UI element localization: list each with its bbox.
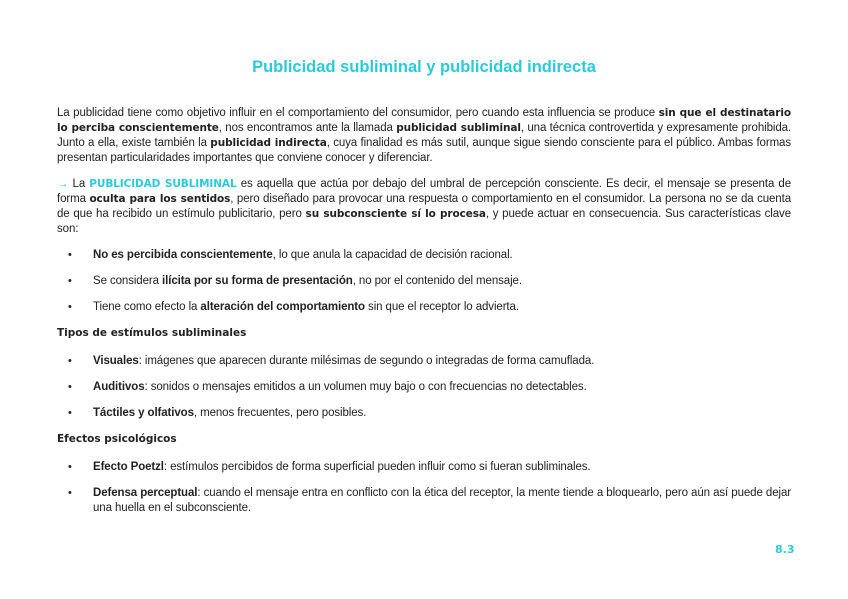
intro-bold-1: sin que el destinatario lo perciba conscientemente (57, 107, 791, 134)
definition-text: es aquella que actúa por debajo del umbral de percepción consciente. Es decir, el mensaje se presenta de forma (57, 178, 791, 205)
stimuli-heading: Tipos de estímulos subliminales (57, 327, 247, 339)
item-bold: ilícita por su forma de presentación (162, 275, 353, 287)
definition-text: , y puede actuar en consecuencia. Sus características clave son: (57, 208, 792, 235)
item-bold: Táctiles y olfativos (93, 407, 194, 419)
list-item (57, 248, 791, 263)
stimuli-list (57, 354, 791, 421)
item-bold: Visuales (93, 355, 139, 367)
definition-text: , pero diseñado para provocar una respuesta o comportamiento en el consumidor. La persona no se da cuenta de que ha recibido un estímulo publicitario, pero (57, 193, 791, 220)
item-text: , no por el contenido del mensaje. (352, 275, 522, 287)
list-item (57, 274, 791, 289)
page-title: Publicidad subliminal y publicidad indirecta (252, 58, 596, 76)
intro-text: , nos encontramos ante la llamada (218, 122, 397, 134)
document-page (57, 0, 791, 599)
item-bold: Defensa perceptual (93, 487, 198, 499)
list-item (57, 486, 791, 516)
intro-bold-2: publicidad subliminal (396, 122, 521, 134)
intro-bold-3: publicidad indirecta (210, 137, 327, 149)
effects-heading: Efectos psicológicos (57, 433, 177, 445)
characteristics-list (57, 248, 791, 315)
item-text: : estímulos percibidos de forma superficial pueden influir como si fueran subliminales. (163, 461, 591, 473)
bullet-icon: • (68, 249, 72, 261)
bullet-icon: • (68, 381, 72, 393)
bullet-icon: • (68, 301, 72, 313)
intro-text: , cuya finalidad es más sutil, aunque sigue siendo consciente para el público. Ambas formas presentan particularidades importantes que conviene conocer y diferenciar. (57, 137, 792, 164)
list-item (57, 380, 791, 395)
list-item (57, 300, 791, 315)
definition-bold-1: oculta para los sentidos (89, 193, 231, 205)
page-number: 8.3 (775, 543, 795, 556)
intro-text: , una técnica controvertida y expresamente prohibida. Junto a ella, existe también la (57, 122, 792, 149)
bullet-icon: • (68, 355, 72, 367)
item-text: sin que el receptor lo advierta. (364, 301, 519, 313)
bullet-icon: • (68, 275, 72, 287)
item-bold: Efecto Poetzl (93, 461, 164, 473)
intro-text: La publicidad tiene como objetivo influir en el comportamiento del consumidor, pero cuando esta influencia se produce (57, 107, 659, 119)
item-text: , menos frecuentes, pero posibles. (193, 407, 367, 419)
item-text: Tiene como efecto la (93, 301, 201, 313)
item-text: : imágenes que aparecen durante milésimas de segundo o integradas de forma camuflada. (138, 355, 595, 367)
bullet-icon: • (68, 407, 72, 419)
item-bold: No es percibida conscientemente (93, 249, 273, 261)
definition-bold-2: su subconsciente sí lo procesa (305, 208, 486, 220)
arrow-right-icon: → (57, 178, 69, 190)
item-text: Se considera (93, 275, 163, 287)
item-text: , lo que anula la capacidad de decisión racional. (272, 249, 513, 261)
intro-paragraph (57, 106, 791, 166)
definition-text: La (68, 178, 90, 190)
item-text: : cuando el mensaje entra en conflicto con la ética del receptor, la mente tiende a bloquearlo, pero aún así puede dejar una huella en el subconsciente. (93, 487, 792, 514)
list-item (57, 406, 791, 421)
item-bold: alteración del comportamiento (200, 301, 365, 313)
item-bold: Auditivos (93, 381, 145, 393)
content-body (57, 106, 791, 527)
definition-highlight: PUBLICIDAD SUBLIMINAL (89, 178, 237, 190)
bullet-icon: • (68, 487, 72, 499)
definition-paragraph (57, 177, 791, 237)
bullet-icon: • (68, 461, 72, 473)
list-item (57, 354, 791, 369)
item-text: : sonidos o mensajes emitidos a un volumen muy bajo o con frecuencias no detectables. (144, 381, 587, 393)
effects-list (57, 460, 791, 516)
list-item (57, 460, 791, 475)
